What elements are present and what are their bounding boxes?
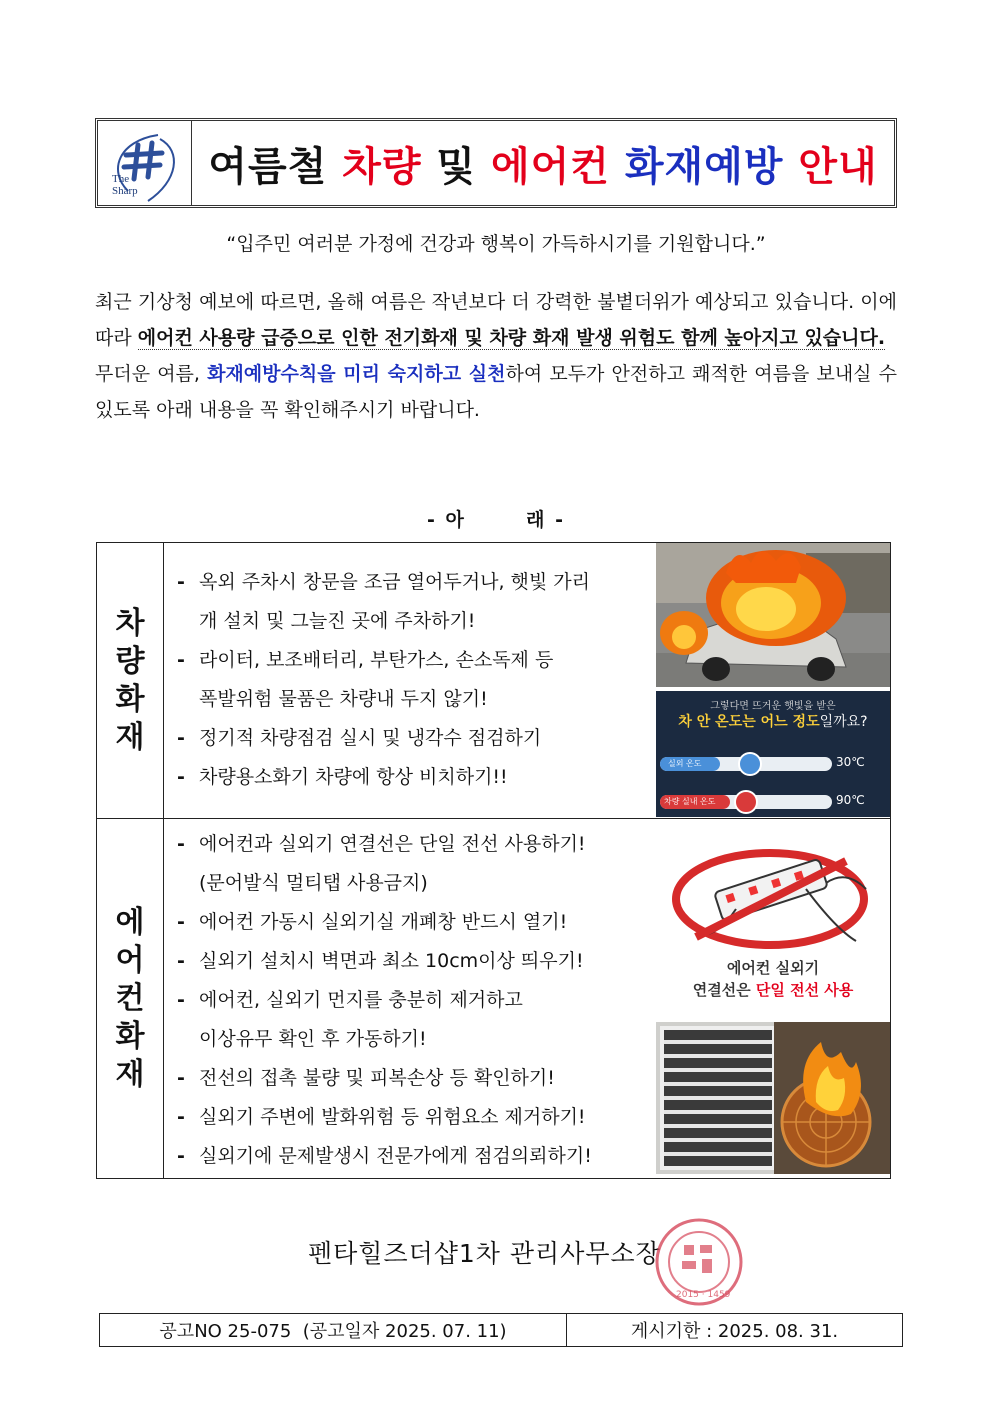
intro-p2-highlight: 화재예방수칙을 미리 숙지하고 실천	[207, 363, 506, 385]
ac-label-char: 컨	[115, 980, 145, 1016]
inside-temp-bar	[660, 795, 832, 809]
title-part-4: 화재예방	[609, 143, 784, 190]
logo-text	[112, 173, 138, 197]
official-seal	[654, 1217, 744, 1307]
intro-text	[95, 284, 897, 428]
title-part-0: 여름철	[208, 143, 343, 190]
car-fire-row	[97, 543, 890, 819]
posting-period: 게시기한 : 2025. 08. 31.	[630, 1321, 839, 1342]
list-item-text: 차량용소화기 차량에 항상 비치하기!!	[199, 766, 508, 788]
list-item	[177, 1098, 657, 1137]
bullet-dash: -	[177, 649, 185, 671]
list-item-text: 실외기에 문제발생시 전문가에게 점검의뢰하기!	[199, 1145, 592, 1167]
greeting: “입주민 여러분 가정에 건강과 행복이 가득하시기를 기원합니다.”	[226, 233, 766, 255]
below-heading: - 아 래 -	[426, 509, 565, 531]
title-part-2: 및	[421, 143, 491, 190]
ac-label-char: 화	[115, 1018, 145, 1054]
notice-footer	[99, 1313, 903, 1347]
temp-question-end: 일까요?	[819, 714, 868, 730]
no-multitap-image	[656, 849, 890, 1009]
temp-question-small: 그렇다면 뜨거운 햇빛을 받은	[710, 701, 836, 712]
car-label-char: 량	[115, 643, 145, 679]
bullet-dash: -	[177, 950, 185, 972]
car-fire-items	[177, 563, 657, 797]
title-box	[95, 118, 897, 208]
logo	[98, 121, 192, 205]
inside-temp-value: 90℃	[836, 793, 865, 807]
bullet-dash: -	[177, 727, 185, 749]
car-label-char: 차	[115, 605, 145, 641]
logo-text-line-1: The	[112, 173, 130, 185]
logo-text-line-2: Sharp	[112, 185, 138, 197]
car-temperature-infographic	[656, 691, 890, 817]
bullet-dash: -	[177, 571, 185, 593]
list-item	[177, 719, 657, 758]
plug-caption-plain: 연결선은	[692, 981, 756, 999]
seal-text: 2015 · 1459	[676, 1290, 731, 1300]
temp-question	[656, 711, 890, 731]
list-item	[177, 942, 657, 981]
ac-label-char: 재	[115, 1056, 145, 1092]
list-item-text: 에어컨, 실외기 먼지를 충분히 제거하고	[199, 989, 523, 1011]
bullet-dash: -	[177, 989, 185, 1011]
bullet-dash: -	[177, 1145, 185, 1167]
car-label-char: 재	[115, 719, 145, 755]
bullet-dash: -	[177, 911, 185, 933]
bullet-dash: -	[177, 1067, 185, 1089]
list-item	[177, 641, 657, 680]
inside-temp-label: 차량 실내 온도	[664, 797, 716, 806]
list-item-text: 전선의 접촉 불량 및 피복손상 등 확인하기!	[199, 1067, 555, 1089]
list-item	[177, 1059, 657, 1098]
list-item-text: 실외기 설치시 벽면과 최소 10cm이상 띄우기!	[199, 950, 584, 972]
ac-fire-row	[97, 819, 890, 1178]
list-item-continuation: 폭발위험 물품은 차량내 두지 않기!	[199, 688, 488, 710]
list-item-text: 에어컨과 실외기 연결선은 단일 전선 사용하기!	[199, 833, 586, 855]
ac-fire-label	[97, 819, 164, 1178]
list-item-text: 정기적 차량점검 실시 및 냉각수 점검하기	[199, 727, 542, 749]
burning-outdoor-unit-image	[656, 1022, 890, 1174]
ac-fire-items	[177, 825, 657, 1176]
list-item	[177, 563, 657, 602]
title-part-1: 차량	[342, 143, 422, 190]
temp-question-highlight: 차 안 온도는 어느 정도	[678, 714, 820, 730]
intro-p1-plain: 최근 기상청 예보에 따르면, 올해 여름은 작년보다 더 강력한 불볕더위가 예상되고 있습니다. 이에 따라	[95, 291, 897, 349]
outside-temp-bar	[660, 757, 832, 771]
intro-paragraph-1	[95, 284, 897, 356]
title-part-5: 안내	[783, 143, 878, 190]
car-fire-label	[97, 543, 164, 818]
list-item	[177, 825, 657, 864]
list-item-continuation: 개 설치 및 그늘진 곳에 주차하기!	[199, 610, 476, 632]
car-label-char: 화	[115, 681, 145, 717]
bullet-dash: -	[177, 766, 185, 788]
list-item	[177, 758, 657, 797]
intro-p2-start: 무더운 여름,	[95, 363, 208, 385]
outside-temp-value: 30℃	[836, 755, 865, 769]
list-item-continuation: (문어발식 멀티탭 사용금지)	[199, 872, 428, 894]
ac-label-char: 어	[115, 942, 145, 978]
page-title	[192, 121, 894, 205]
notice-number: 공고NO 25-075 (공고일자 2025. 07. 11)	[100, 1314, 567, 1346]
list-item-text: 라이터, 보조배터리, 부탄가스, 손소독제 등	[199, 649, 554, 671]
plug-caption-line-1: 에어컨 실외기	[726, 959, 820, 977]
list-item	[177, 903, 657, 942]
list-item-continuation: 이상유무 확인 후 가동하기!	[199, 1028, 427, 1050]
ac-label-char: 에	[115, 904, 145, 940]
list-item-text: 에어컨 가동시 실외기실 개폐창 반드시 열기!	[199, 911, 568, 933]
office-signature: 펜타힐즈더샵1차 관리사무소장	[308, 1239, 661, 1268]
title-part-3: 에어컨	[491, 143, 610, 190]
no-multitap-icon	[656, 849, 890, 959]
bullet-dash: -	[177, 833, 185, 855]
list-item-text: 옥외 주차시 창문을 조금 열어두거나, 햇빛 가리	[199, 571, 591, 593]
list-item-text: 실외기 주변에 발화위험 등 위험요소 제거하기!	[199, 1106, 586, 1128]
plug-caption-line-2	[656, 979, 890, 1000]
outside-temp-label: 실외 온도	[668, 759, 702, 768]
intro-paragraph-2	[95, 356, 897, 428]
plug-caption-red: 단일 전선 사용	[755, 981, 854, 999]
bullet-dash: -	[177, 1106, 185, 1128]
list-item	[177, 981, 657, 1020]
guidelines-table	[96, 542, 891, 1179]
intro-p2-end: 하여 모두가 안전하고 쾌적한 여름을 보내실 수 있도록 아래 내용을 꼭 확인해주시기 바랍니다.	[95, 363, 898, 421]
burning-car-image	[656, 543, 890, 687]
list-item	[177, 1137, 657, 1176]
intro-p1-bold: 에어컨 사용량 급증으로 인한 전기화재 및 차량 화재 발생 위험도 함께 높아지고 있습니다.	[137, 327, 886, 349]
